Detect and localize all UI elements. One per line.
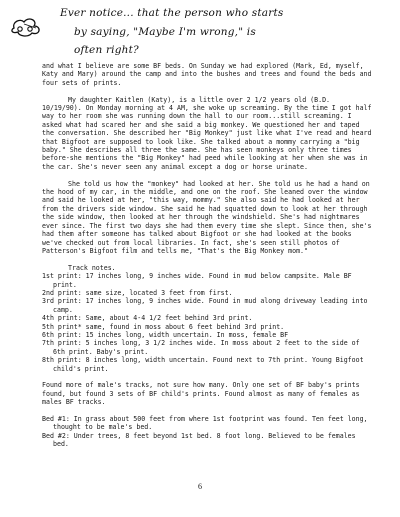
paragraph-beds-intro: and what I believe are some BF beds. On Sunday we had explored (Mark, Ed, myself, Katy and Mary) around the camp and into the bushes and trees and found the beds and four sets of prints. — [42, 62, 372, 87]
page-number: 6 — [198, 482, 202, 491]
handwritten-note-line-2: by saying, "Maybe I'm wrong," is — [74, 26, 256, 38]
bed-note-item: Bed #2: Under trees, 8 feet beyond 1st bed. 8 foot long. Believed to be females bed. — [42, 431, 356, 449]
paragraph-track-summary: Found more of male's tracks, not sure how many. Only one set of BF baby's prints found, but found 3 sets of BF child's prints. Found almost as many of females as males BF tracks. — [42, 381, 360, 407]
track-notes-heading: Track notes. — [68, 263, 116, 272]
paragraph-daughter-story: My daughter Kaitlen (Katy), is a little over 2 1/2 years old (B.D. 10/19/90). On Monday morning at 4 AM, she woke up screaming. By the time I got half way to her room she was running down the hall to our room...still screaming. I asked what had scared her and she said a big monkey. We questioned her and taped the conversation. She described her "Big Monkey" just like what I've read and heard that Bigfoot are supposed to look like. She talked about a mommy carrying a "big baby." She describes all three the same. She has seen monkeys only three times before-she mentions the "Big Monkey" had peed while looking at her when she was in the car. She's never seen any animal except a dog or horse urinate. — [42, 95, 372, 171]
track-note-item: 7th print: 5 inches long, 3 1/2 inches wide. In moss about 2 feet to the side of 6th print. Baby's print. — [42, 339, 360, 356]
scribble-doodle-icon — [10, 14, 46, 38]
track-note-item: 1st print: 17 inches long, 9 inches wide. Found in mud below campsite. Male BF print. — [42, 272, 352, 289]
paragraph-monkey-description: She told us how the "monkey" had looked at her. She told us he had a hand on the hood of my car, in the middle, and one on the roof. She leaned over the window and said he looked at her, "this way, mommy." She also said he had looked at her from the drivers side window. She said he had squatted down to look at her through the side window, then looked at her through the windshield. She's had nightmares ever since. The first two days she had them every time she slept. Since then, she's had them after someone has talked about Bigfoot or she had looked at the books we've checked out from local libraries. In fact, she's seen still photos of Patterson's Bigfoot film and tells me, "That's the Big Monkey mom." — [42, 179, 372, 255]
track-note-item: 2nd print: same size, located 3 feet from first. — [42, 288, 233, 297]
track-note-item: 5th print* same, found in moss about 6 feet behind 3rd print. — [42, 322, 285, 331]
track-note-item: 6th print: 15 inches long, width uncertain. In moss, female BF — [42, 330, 289, 339]
handwritten-note-line-1: Ever notice... that the person who starts — [60, 7, 284, 19]
handwritten-note-line-3: often right? — [74, 44, 139, 56]
track-note-item: 4th print: Same, about 4-4 1/2 feet behind 3rd print. — [42, 314, 253, 323]
track-note-item: 3rd print: 17 inches long, 9 inches wide. Found in mud along driveway leading into camp. — [42, 297, 368, 314]
bed-note-item: Bed #1: In grass about 500 feet from where 1st footprint was found. Ten feet long, thought to be male's bed. — [42, 414, 368, 432]
typed-body-text — [42, 62, 372, 449]
track-note-item: 8th print: 8 inches long, width uncertain. Found next to 7th print. Young Bigfoot child's print. — [42, 356, 364, 373]
